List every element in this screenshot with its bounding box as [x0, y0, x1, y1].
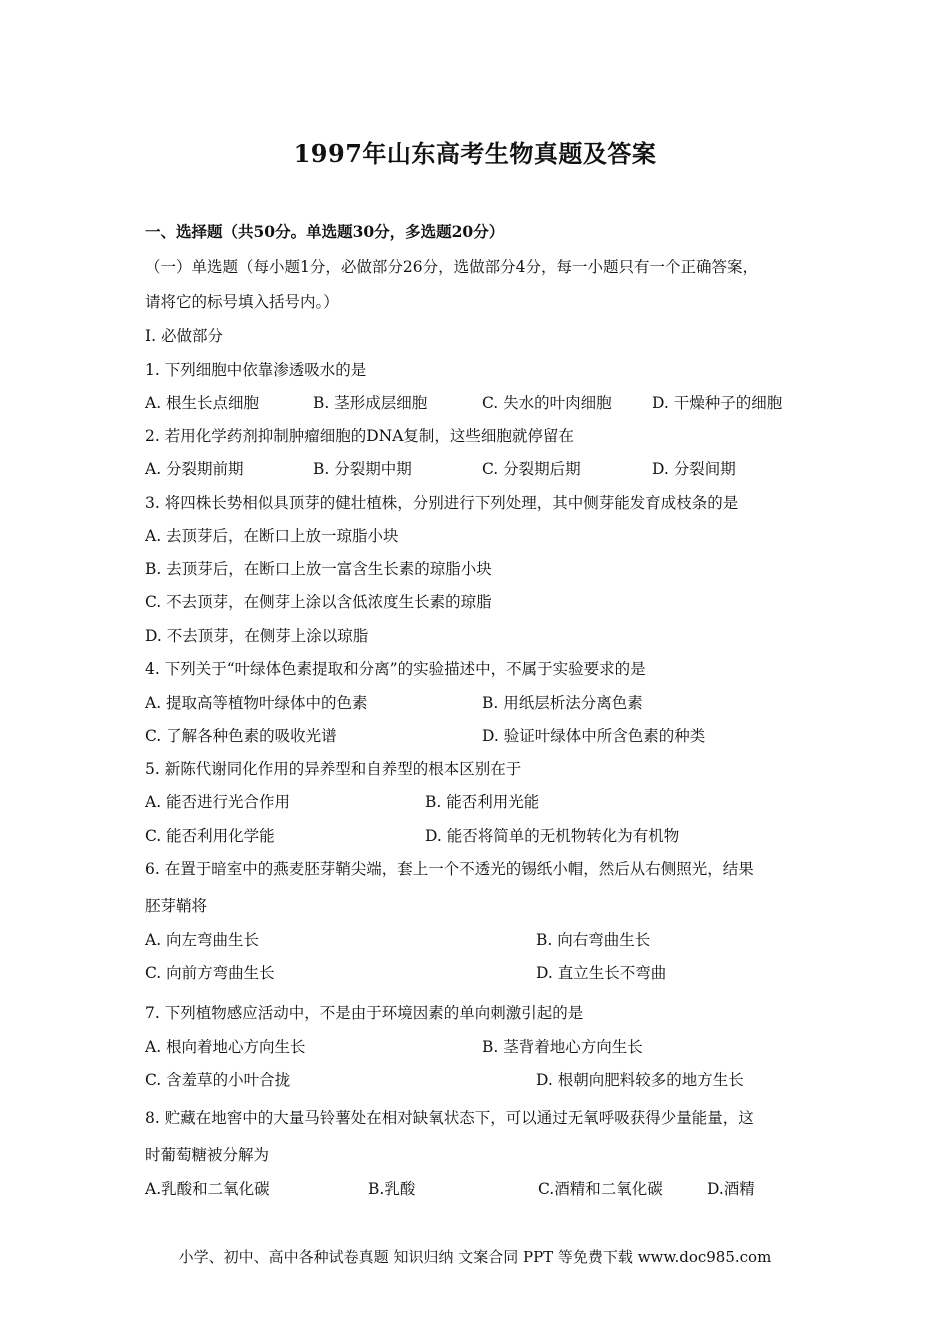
question-8-option-b: B.乳酸 — [368, 1180, 416, 1198]
page-title: 1997年山东高考生物真题及答案 — [293, 139, 657, 168]
question-1-option-a: A. 根生长点细胞 — [145, 394, 260, 412]
question-2-option-a: A. 分裂期前期 — [145, 460, 244, 478]
question-4-stem: 4. 下列关于“叶绿体色素提取和分离”的实验描述中，不属于实验要求的是 — [145, 660, 646, 678]
question-7-option-b: B. 茎背着地心方向生长 — [482, 1038, 643, 1056]
question-6-stem-line-1: 6. 在置于暗室中的燕麦胚芽鞘尖端，套上一个不透光的锡纸小帽，然后从右侧照光，结果 — [145, 860, 754, 878]
question-1-stem: 1. 下列细胞中依靠渗透吸水的是 — [145, 361, 367, 379]
question-4-option-b: B. 用纸层析法分离色素 — [482, 694, 643, 712]
question-3-option-d: D. 不去顶芽，在侧芽上涂以琼脂 — [145, 627, 369, 645]
question-6-option-c: C. 向前方弯曲生长 — [145, 964, 275, 982]
section-heading: 一、选择题（共50分。单选题30分，多选题20分） — [145, 222, 505, 241]
question-2-option-c: C. 分裂期后期 — [482, 460, 581, 478]
question-7-option-a: A. 根向着地心方向生长 — [145, 1038, 306, 1056]
question-6-stem-line-2: 胚芽鞘将 — [145, 897, 208, 915]
question-3-option-b: B. 去顶芽后，在断口上放一富含生长素的琼脂小块 — [145, 560, 492, 578]
question-1-option-c: C. 失水的叶肉细胞 — [482, 394, 612, 412]
instructions-line-1: （一）单选题（每小题1分，必做部分26分，选做部分4分，每一小题只有一个正确答案， — [145, 258, 758, 276]
question-3-stem: 3. 将四株长势相似具顶芽的健壮植株，分别进行下列处理，其中侧芽能发育成枝条的是 — [145, 494, 739, 512]
instructions-line-2: 请将它的标号填入括号内。） — [145, 293, 339, 311]
question-3-option-c: C. 不去顶芽，在侧芽上涂以含低浓度生长素的琼脂 — [145, 593, 492, 611]
question-3-option-a: A. 去顶芽后，在断口上放一琼脂小块 — [145, 527, 399, 545]
page-footer: 小学、初中、高中各种试卷真题 知识归纳 文案合同 PPT 等免费下载 www.doc985.com — [178, 1248, 772, 1266]
question-8-option-c: C.酒精和二氧化碳 — [538, 1180, 663, 1198]
question-5-option-d: D. 能否将简单的无机物转化为有机物 — [425, 827, 680, 845]
question-2-stem: 2. 若用化学药剂抑制肿瘤细胞的DNA复制，这些细胞就停留在 — [145, 427, 574, 445]
question-8-stem-line-1: 8. 贮藏在地窖中的大量马铃薯处在相对缺氧状态下，可以通过无氧呼吸获得少量能量，这 — [145, 1109, 754, 1127]
question-8-stem-line-2: 时葡萄糖被分解为 — [145, 1146, 270, 1164]
question-8-option-d: D.酒精 — [707, 1180, 755, 1198]
part-heading: I. 必做部分 — [145, 327, 223, 345]
question-6-option-a: A. 向左弯曲生长 — [145, 931, 260, 949]
question-7-option-c: C. 含羞草的小叶合拢 — [145, 1071, 291, 1089]
question-1-option-d: D. 干燥种子的细胞 — [652, 394, 783, 412]
question-2-option-b: B. 分裂期中期 — [313, 460, 412, 478]
question-8-option-a: A.乳酸和二氧化碳 — [145, 1180, 270, 1198]
question-2-option-d: D. 分裂间期 — [652, 460, 736, 478]
question-6-option-b: B. 向右弯曲生长 — [536, 931, 651, 949]
question-7-option-d: D. 根朝向肥料较多的地方生长 — [536, 1071, 744, 1089]
question-4-option-d: D. 验证叶绿体中所含色素的种类 — [482, 727, 706, 745]
question-5-option-c: C. 能否利用化学能 — [145, 827, 275, 845]
question-5-option-b: B. 能否利用光能 — [425, 793, 540, 811]
question-5-option-a: A. 能否进行光合作用 — [145, 793, 291, 811]
question-7-stem: 7. 下列植物感应活动中，不是由于环境因素的单向刺激引起的是 — [145, 1004, 584, 1022]
question-5-stem: 5. 新陈代谢同化作用的异养型和自养型的根本区别在于 — [145, 760, 522, 778]
question-4-option-a: A. 提取高等植物叶绿体中的色素 — [145, 694, 368, 712]
question-4-option-c: C. 了解各种色素的吸收光谱 — [145, 727, 337, 745]
question-6-option-d: D. 直立生长不弯曲 — [536, 964, 667, 982]
question-1-option-b: B. 茎形成层细胞 — [313, 394, 428, 412]
